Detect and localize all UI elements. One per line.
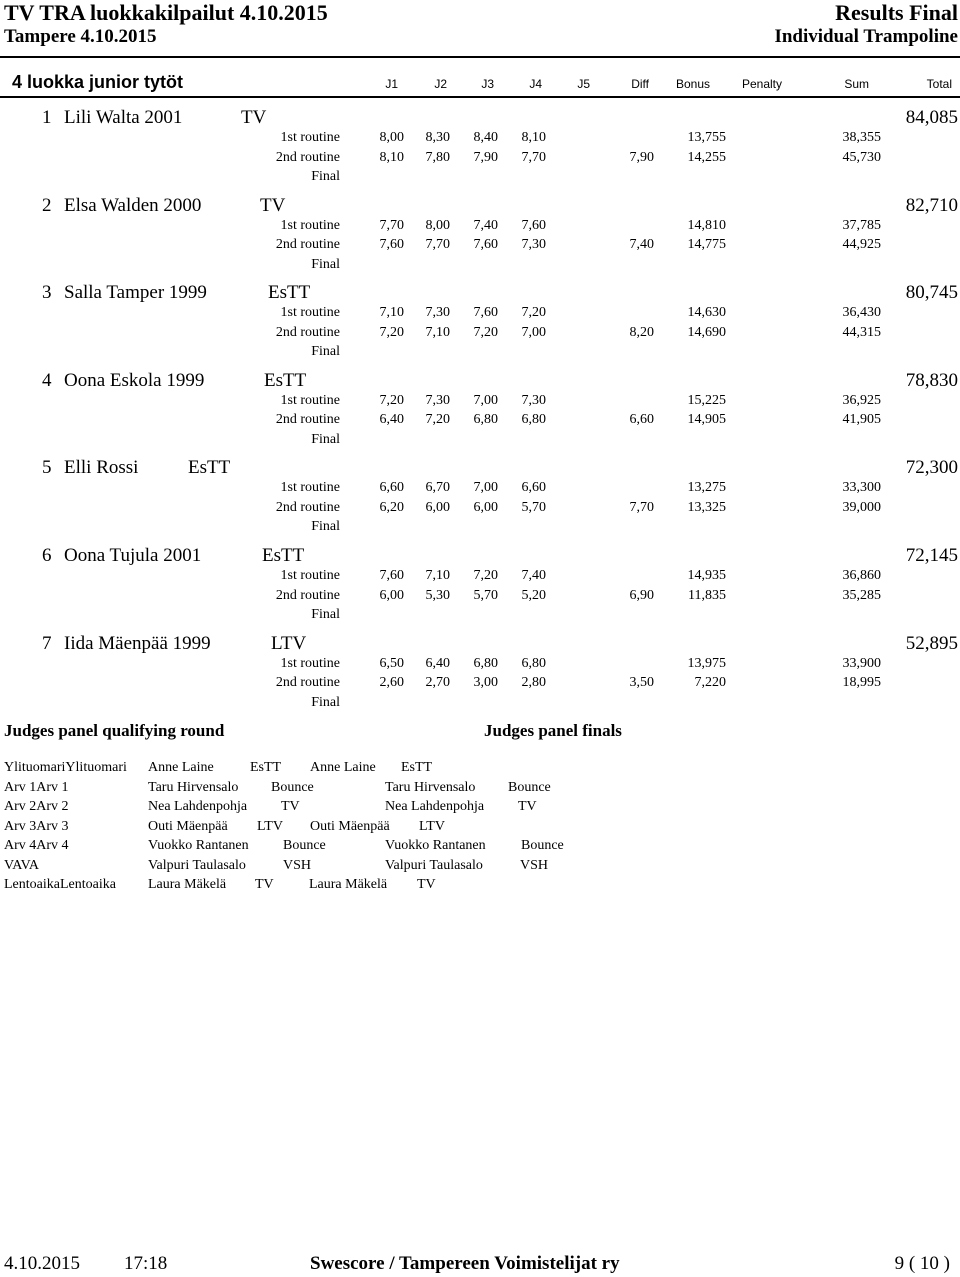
second-routine-label: 2nd routine (275, 499, 340, 515)
column-header-total: Total (926, 77, 952, 91)
judge-role: VAVA (4, 857, 40, 873)
first-routine-j1: 7,60 (379, 568, 404, 583)
second-routine-j3: 7,20 (473, 324, 498, 340)
second-routine-diff: 3,50 (629, 675, 654, 691)
judge-qualifying-club: VSH (283, 857, 312, 873)
competitor-club: EsTT (264, 369, 307, 391)
first-routine-bonus: 13,975 (687, 655, 726, 671)
final-label: Final (311, 256, 340, 272)
first-routine-label: 1st routine (280, 217, 340, 233)
competitor-rank: 4 (42, 369, 52, 391)
second-routine-label: 2nd routine (275, 675, 340, 691)
competitor-club: EsTT (262, 545, 305, 566)
judge-qualifying-name: Vuokko Rantanen (148, 838, 249, 853)
first-routine-j3: 7,00 (473, 480, 498, 496)
first-routine-bonus: 13,275 (687, 480, 726, 496)
second-routine-diff: 7,90 (629, 149, 654, 165)
second-routine-j2: 7,80 (425, 149, 450, 165)
judge-role: YlituomariYlituomari (4, 760, 127, 775)
judge-finals-club: Bounce (508, 779, 551, 795)
second-routine-bonus: 14,905 (687, 412, 726, 428)
judge-finals-club: VSH (520, 857, 549, 873)
first-routine-bonus: 14,630 (687, 305, 726, 321)
first-routine-sum: 37,785 (842, 217, 881, 233)
discipline: Individual Trampoline (774, 26, 958, 47)
second-routine-j2: 6,00 (425, 499, 450, 515)
first-routine-j4: 7,60 (521, 217, 546, 233)
competitor-rank: 1 (42, 107, 52, 128)
competitor-club: TV (241, 107, 267, 128)
column-header-penalty: Penalty (741, 77, 782, 91)
judge-qualifying-name: Outi Mäenpää (148, 818, 228, 834)
second-routine-j3: 6,00 (473, 499, 498, 515)
first-routine-j2: 6,40 (425, 655, 450, 671)
second-routine-label: 2nd routine (275, 587, 340, 603)
place-date: Tampere 4.10.2015 (4, 26, 157, 47)
first-routine-j3: 7,20 (473, 568, 498, 583)
second-routine-diff: 6,60 (629, 412, 654, 428)
competitor-total: 84,085 (905, 107, 958, 128)
second-routine-j1: 2,60 (379, 675, 404, 691)
first-routine-j1: 8,00 (379, 130, 404, 145)
first-routine-j2: 7,10 (425, 568, 450, 583)
competition-title: TV TRA luokkakilpailut 4.10.2015 (4, 0, 328, 25)
second-routine-sum: 44,315 (842, 324, 881, 340)
first-routine-bonus: 14,935 (687, 568, 726, 583)
second-routine-j2: 7,10 (425, 324, 450, 340)
column-header-bonus: Bonus (675, 77, 710, 91)
second-routine-label: 2nd routine (275, 324, 340, 340)
column-header-rule (0, 96, 960, 98)
second-routine-j2: 2,70 (425, 675, 450, 691)
first-routine-j4: 7,30 (521, 392, 546, 408)
judge-qualifying-club: EsTT (250, 760, 282, 775)
class-title: 4 luokka junior tytöt (12, 72, 184, 92)
first-routine-label: 1st routine (280, 130, 340, 145)
judge-finals-name: Taru Hirvensalo (385, 779, 476, 795)
judge-role: Arv 2Arv 2 (4, 799, 69, 814)
second-routine-diff: 8,20 (629, 324, 654, 340)
first-routine-j1: 6,50 (379, 655, 404, 671)
judge-finals-club: Bounce (521, 838, 564, 853)
competitor-club: TV (260, 194, 286, 216)
second-routine-j4: 6,80 (521, 412, 546, 428)
second-routine-j1: 7,60 (379, 237, 404, 253)
judge-finals-name: Outi Mäenpää (310, 818, 390, 834)
second-routine-sum: 45,730 (842, 149, 881, 165)
first-routine-j3: 7,40 (473, 217, 498, 233)
column-header-j5: J5 (577, 77, 590, 91)
judge-finals-name: Valpuri Taulasalo (385, 857, 483, 873)
competitor-rank: 3 (42, 282, 52, 304)
competitor-name: Oona Tujula 2001 (64, 545, 202, 566)
column-header-j2: J2 (434, 77, 447, 91)
first-routine-sum: 36,430 (842, 305, 881, 321)
doc-type: Results Final (835, 0, 958, 25)
second-routine-j4: 7,00 (521, 324, 546, 340)
judge-qualifying-name: Anne Laine (148, 760, 214, 775)
first-routine-j3: 8,40 (473, 130, 498, 145)
second-routine-j1: 6,40 (379, 412, 404, 428)
first-routine-j4: 6,60 (521, 480, 546, 496)
second-routine-j2: 7,70 (425, 237, 450, 253)
footer-date: 4.10.2015 (4, 1253, 80, 1274)
second-routine-j3: 7,90 (473, 149, 498, 165)
judge-finals-name: Nea Lahdenpohja (385, 799, 485, 814)
second-routine-j4: 5,20 (521, 587, 546, 603)
first-routine-j2: 8,30 (425, 130, 450, 145)
second-routine-j4: 7,70 (521, 149, 546, 165)
first-routine-sum: 33,300 (842, 480, 881, 496)
column-header-j1: J1 (385, 77, 398, 91)
second-routine-label: 2nd routine (275, 237, 340, 253)
final-label: Final (311, 431, 340, 447)
second-routine-j1: 8,10 (379, 149, 404, 165)
second-routine-bonus: 14,255 (687, 149, 726, 165)
column-header-j4: J4 (529, 77, 542, 91)
judge-finals-name: Laura Mäkelä (309, 877, 388, 892)
second-routine-bonus: 13,325 (687, 499, 726, 515)
competitor-name: Elsa Walden 2000 (64, 194, 202, 216)
first-routine-label: 1st routine (280, 655, 340, 671)
judge-qualifying-name: Taru Hirvensalo (148, 779, 239, 795)
second-routine-j3: 6,80 (473, 412, 498, 428)
second-routine-j3: 3,00 (473, 675, 498, 691)
judge-qualifying-club: Bounce (283, 838, 326, 853)
first-routine-label: 1st routine (280, 568, 340, 583)
second-routine-diff: 7,40 (629, 237, 654, 253)
judge-role: Arv 4Arv 4 (4, 838, 69, 853)
judge-qualifying-name: Laura Mäkelä (148, 877, 227, 892)
second-routine-j2: 5,30 (425, 587, 450, 603)
first-routine-j3: 7,00 (473, 392, 498, 408)
competitor-rank: 6 (42, 545, 52, 566)
judge-finals-club: EsTT (401, 760, 433, 775)
judge-finals-club: LTV (419, 818, 445, 834)
column-header-sum: Sum (844, 77, 869, 91)
first-routine-j1: 7,20 (379, 392, 404, 408)
competitor-total: 72,145 (905, 545, 958, 566)
second-routine-bonus: 7,220 (694, 675, 726, 691)
judge-qualifying-club: LTV (257, 818, 283, 834)
first-routine-label: 1st routine (280, 305, 340, 321)
second-routine-j4: 7,30 (521, 237, 546, 253)
first-routine-label: 1st routine (280, 480, 340, 496)
competitor-rank: 5 (42, 457, 52, 479)
final-label: Final (311, 169, 340, 184)
judge-finals-name: Anne Laine (310, 760, 376, 775)
competitor-rank: 2 (42, 194, 52, 216)
competitor-total: 78,830 (905, 369, 958, 391)
first-routine-j4: 7,40 (521, 568, 546, 583)
final-label: Final (311, 607, 340, 622)
second-routine-label: 2nd routine (275, 149, 340, 165)
first-routine-j2: 7,30 (425, 392, 450, 408)
final-label: Final (311, 519, 340, 535)
final-label: Final (311, 694, 340, 710)
first-routine-sum: 36,925 (842, 392, 881, 408)
first-routine-bonus: 13,755 (687, 130, 726, 145)
judge-finals-club: TV (417, 877, 436, 892)
judge-qualifying-name: Valpuri Taulasalo (148, 857, 246, 873)
second-routine-j2: 7,20 (425, 412, 450, 428)
judge-finals-club: TV (518, 799, 537, 814)
header-rule (0, 56, 960, 58)
first-routine-sum: 36,860 (842, 568, 881, 583)
first-routine-j4: 7,20 (521, 305, 546, 321)
first-routine-j1: 7,10 (379, 305, 404, 321)
second-routine-j1: 6,20 (379, 499, 404, 515)
competitor-club: LTV (271, 632, 307, 654)
column-header-j3: J3 (481, 77, 494, 91)
second-routine-sum: 39,000 (842, 499, 881, 515)
competitor-name: Iida Mäenpää 1999 (64, 632, 211, 654)
first-routine-j3: 6,80 (473, 655, 498, 671)
judge-qualifying-name: Nea Lahdenpohja (148, 799, 248, 814)
competitor-total: 82,710 (905, 194, 958, 216)
competitor-name: Oona Eskola 1999 (64, 369, 205, 391)
first-routine-j2: 7,30 (425, 305, 450, 321)
first-routine-label: 1st routine (280, 392, 340, 408)
judges-finals-title: Judges panel finals (484, 721, 622, 740)
second-routine-sum: 41,905 (842, 412, 881, 428)
judge-role: Arv 1Arv 1 (4, 779, 69, 795)
first-routine-j3: 7,60 (473, 305, 498, 321)
first-routine-sum: 33,900 (842, 655, 881, 671)
second-routine-j1: 7,20 (379, 324, 404, 340)
second-routine-diff: 6,90 (629, 587, 654, 603)
competitor-club: EsTT (268, 282, 311, 304)
second-routine-sum: 44,925 (842, 237, 881, 253)
judges-qualifying-title: Judges panel qualifying round (4, 721, 225, 740)
second-routine-j3: 7,60 (473, 237, 498, 253)
footer-time: 17:18 (124, 1253, 168, 1274)
second-routine-j1: 6,00 (379, 587, 404, 603)
judge-role: LentoaikaLentoaika (4, 877, 116, 892)
second-routine-diff: 7,70 (629, 499, 654, 515)
second-routine-j4: 5,70 (521, 499, 546, 515)
competitor-total: 72,300 (905, 457, 958, 479)
judge-role: Arv 3Arv 3 (4, 818, 69, 834)
competitor-name: Elli Rossi (64, 457, 139, 479)
second-routine-bonus: 11,835 (688, 587, 726, 603)
competitor-rank: 7 (42, 632, 52, 654)
second-routine-j3: 5,70 (473, 587, 498, 603)
first-routine-j2: 8,00 (425, 217, 450, 233)
first-routine-bonus: 15,225 (687, 392, 726, 408)
competitor-total: 52,895 (905, 632, 958, 654)
judge-qualifying-club: TV (281, 799, 300, 814)
first-routine-j1: 6,60 (379, 480, 404, 496)
second-routine-bonus: 14,775 (687, 237, 726, 253)
competitor-name: Lili Walta 2001 (64, 107, 183, 128)
footer-publisher: Swescore / Tampereen Voimistelijat ry (310, 1253, 620, 1274)
second-routine-label: 2nd routine (275, 412, 340, 428)
first-routine-j2: 6,70 (425, 480, 450, 496)
first-routine-j4: 8,10 (521, 130, 546, 145)
competitor-club: EsTT (188, 457, 231, 479)
final-label: Final (311, 344, 340, 360)
competitor-total: 80,745 (905, 282, 958, 304)
second-routine-j4: 2,80 (521, 675, 546, 691)
column-header-diff: Diff (631, 77, 649, 91)
first-routine-sum: 38,355 (842, 130, 881, 145)
footer-page: 9 ( 10 ) (894, 1253, 950, 1274)
second-routine-sum: 35,285 (842, 587, 881, 603)
first-routine-j4: 6,80 (521, 655, 546, 671)
judge-qualifying-club: Bounce (271, 779, 314, 795)
second-routine-bonus: 14,690 (687, 324, 726, 340)
second-routine-sum: 18,995 (842, 675, 881, 691)
competitor-name: Salla Tamper 1999 (64, 282, 207, 304)
judge-finals-name: Vuokko Rantanen (385, 838, 486, 853)
first-routine-j1: 7,70 (379, 217, 404, 233)
judge-qualifying-club: TV (255, 877, 274, 892)
first-routine-bonus: 14,810 (687, 217, 726, 233)
